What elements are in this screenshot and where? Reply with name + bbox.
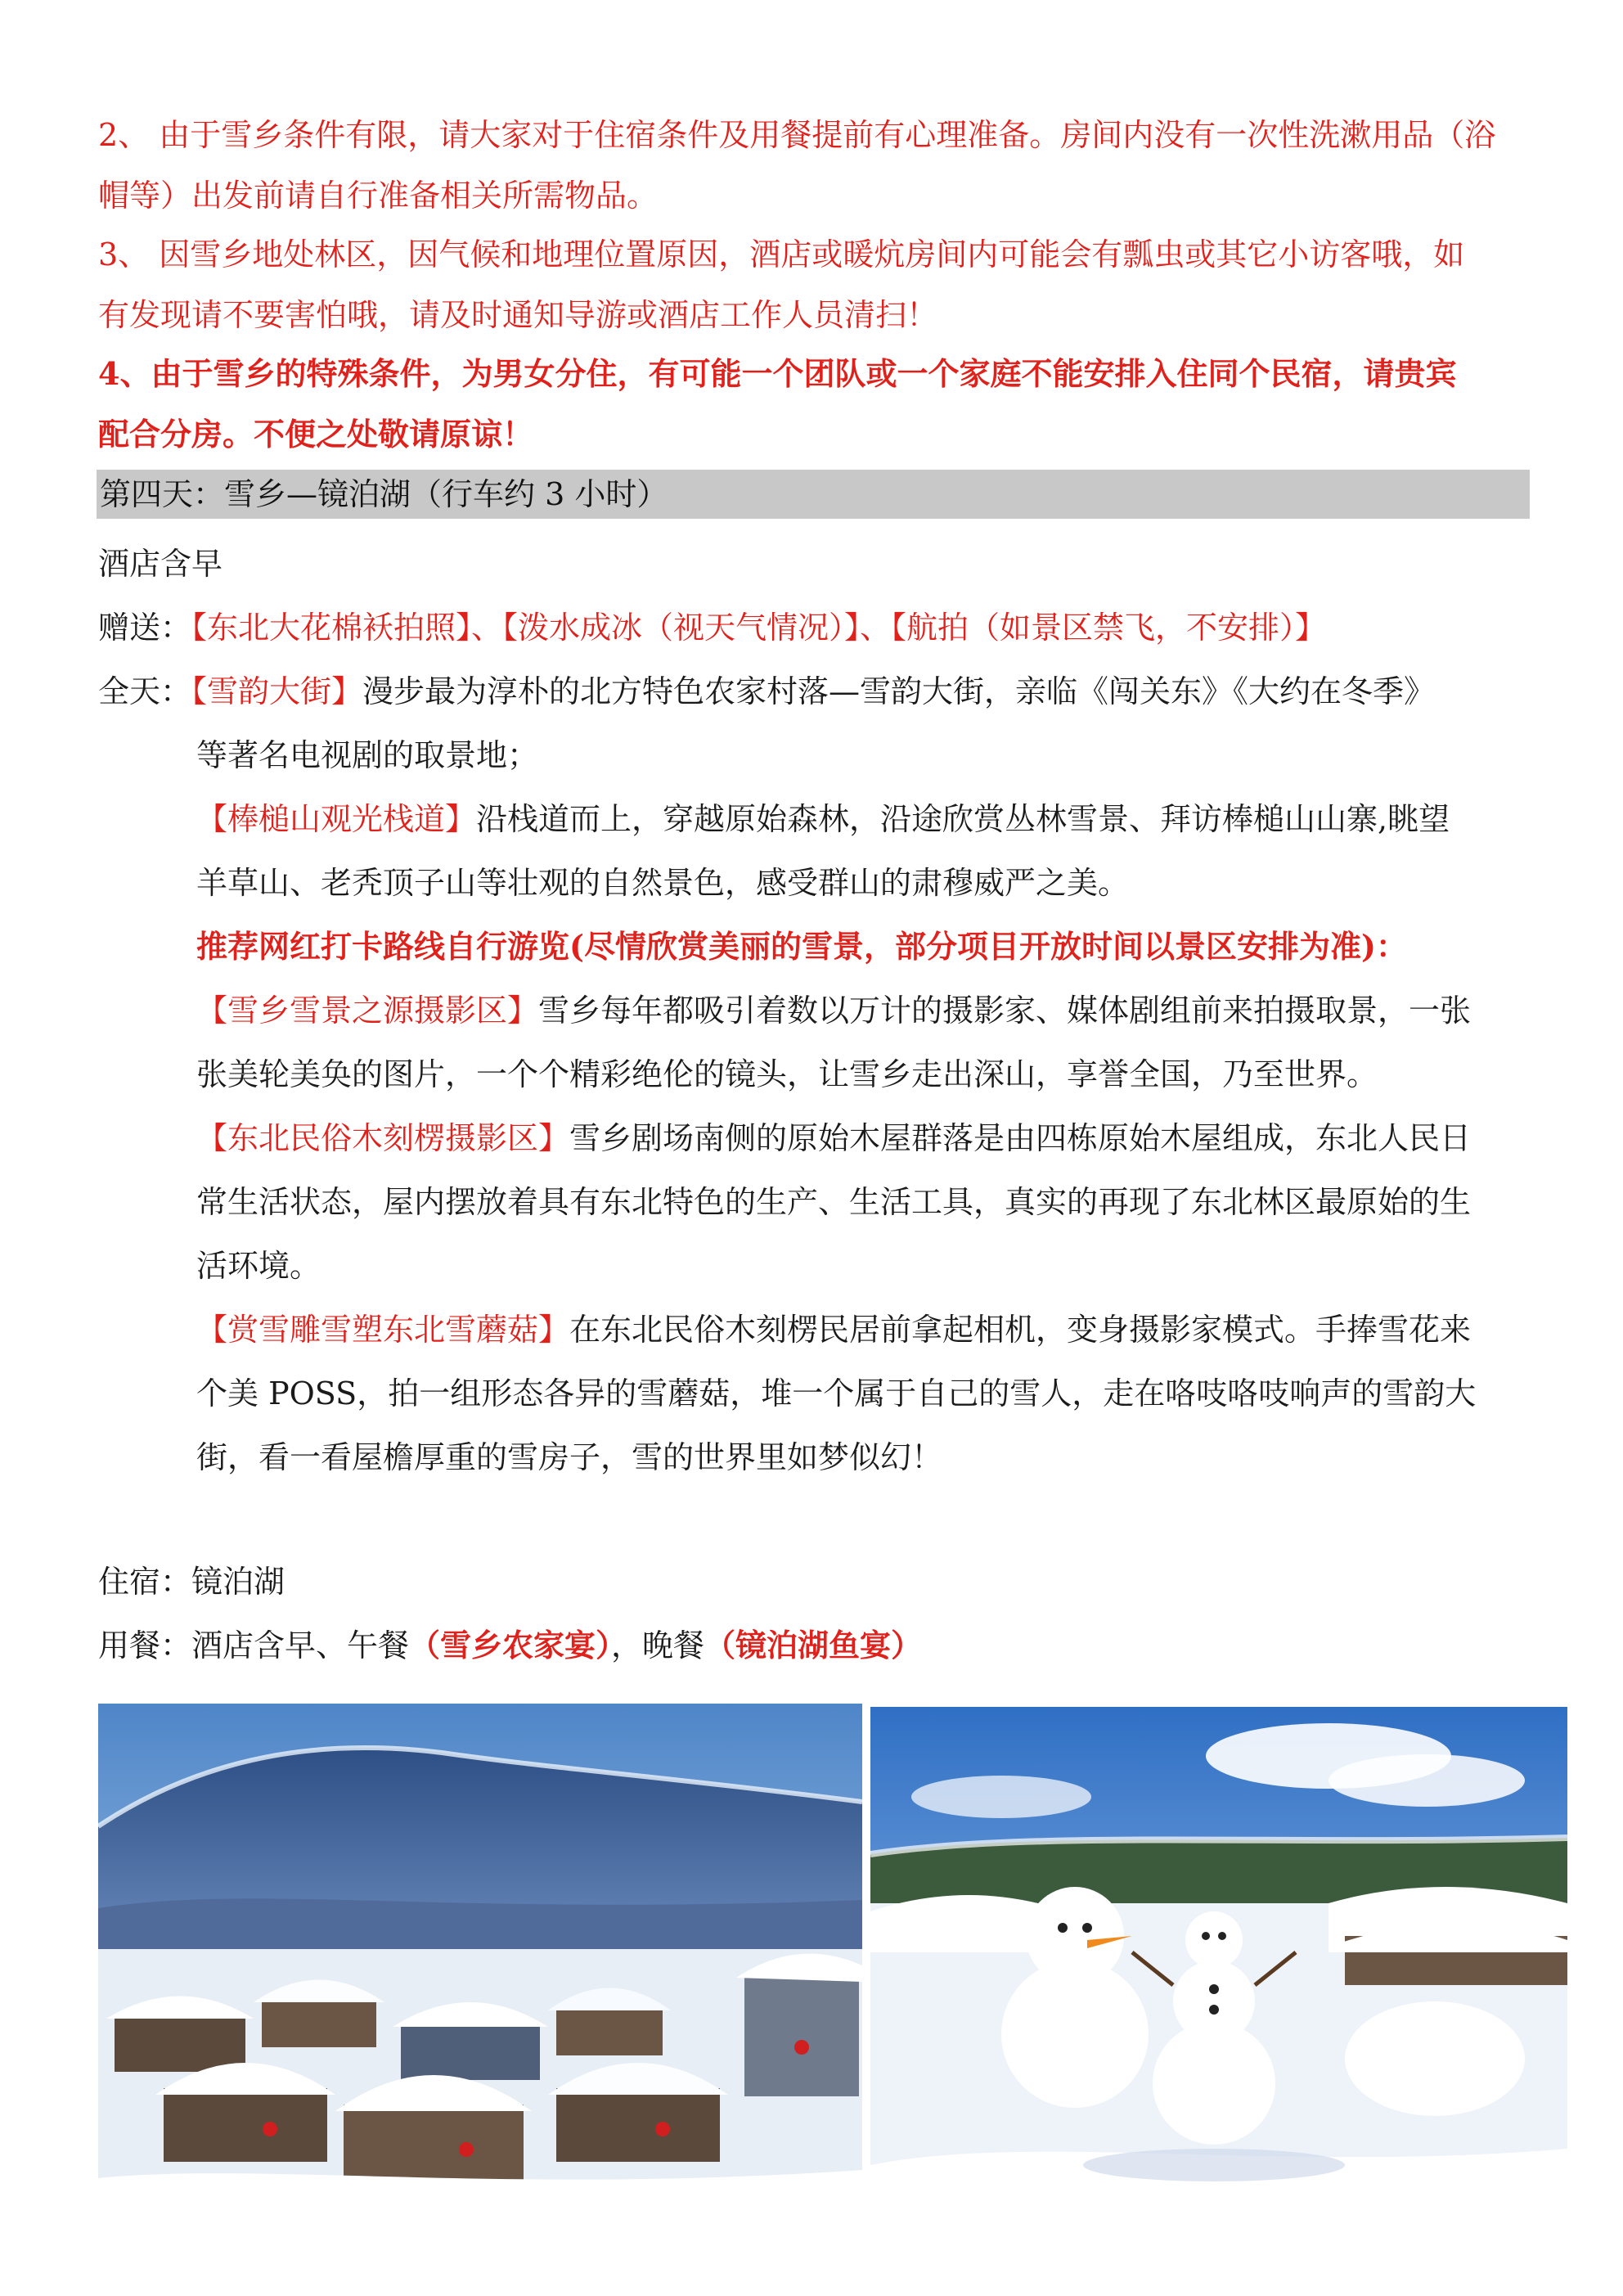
- snow-source-title: 【雪乡雪景之源摄影区】: [196, 993, 539, 1029]
- bangchui-line-1: [196, 797, 1450, 841]
- meal-lunch: （雪乡农家宴）: [409, 1627, 612, 1663]
- snow-village-illustration: [98, 1704, 862, 2191]
- sculpt-line-1: [196, 1308, 1471, 1352]
- sculpt-text-2: 个美 POSS，拍一组形态各异的雪蘑菇，堆一个属于自己的雪人，走在咯吱咯吱响声的雪韵大: [196, 1375, 1477, 1411]
- bangchui-text-1: 沿栈道而上，穿越原始森林，沿途欣赏丛林雪景、拜访棒槌山山寨,眺望: [476, 801, 1450, 837]
- note-4-line-2: 配合分房。不便之处敬请原谅！: [98, 416, 534, 452]
- recommend-line: 推荐网红打卡路线自行游览(尽情欣赏美丽的雪景，部分项目开放时间以景区安排为准)：: [196, 928, 1407, 965]
- allday-label: 全天：: [98, 673, 192, 709]
- day-4-title: 第四天：雪乡—镜泊湖（行车约 3 小时）: [100, 476, 668, 512]
- note-3-line-1: 3、 因雪乡地处林区，因气候和地理位置原因，酒店或暖炕房间内可能会有瓢虫或其它小访客哦，如: [98, 236, 1465, 272]
- folk-line-1: [196, 1116, 1471, 1160]
- bangchui-text-2: 羊草山、老秃顶子山等壮观的自然景色，感受群山的肃穆威严之美。: [196, 865, 1130, 901]
- snowman-illustration: [870, 1707, 1567, 2191]
- breakfast-line: 酒店含早: [98, 546, 223, 582]
- snow-source-text-1: 雪乡每年都吸引着数以万计的摄影家、媒体剧组前来拍摄取景，一张: [538, 993, 1472, 1029]
- note-3-line-2: 有发现请不要害怕哦，请及时通知导游或酒店工作人员清扫！: [98, 297, 938, 333]
- xueyun-text-2: 等著名电视剧的取景地；: [196, 737, 539, 773]
- bangchui-title: 【棒槌山观光栈道】: [196, 801, 477, 837]
- note-4-line-1: 4、由于雪乡的特殊条件，为男女分住，有可能一个团队或一个家庭不能安排入住同个民宿，请贵宾: [98, 355, 1457, 392]
- gift-line: [98, 606, 1326, 650]
- meal-line: [98, 1623, 922, 1668]
- meal-mid: ，晚餐: [611, 1627, 705, 1663]
- day-4-header: [97, 470, 1530, 519]
- sculpt-title: 【赏雪雕雪塑东北雪蘑菇】: [196, 1312, 570, 1348]
- note-2-line-1: 2、 由于雪乡条件有限，请大家对于住宿条件及用餐提前有心理准备。房间内没有一次性洗漱用品（浴: [98, 117, 1496, 153]
- snow-village-photo: [98, 1704, 862, 2191]
- stay-line: 住宿：镜泊湖: [98, 1564, 285, 1600]
- xueyun-title: 【雪韵大街】: [191, 673, 363, 709]
- xueyun-text-1: 漫步最为淳朴的北方特色农家村落—雪韵大街，亲临《闯关东》《大约在冬季》: [362, 673, 1436, 709]
- snowman-photo: [870, 1707, 1567, 2191]
- folk-text-1: 雪乡剧场南侧的原始木屋群落是由四栋原始木屋组成，东北人民日: [569, 1120, 1472, 1156]
- folk-title: 【东北民俗木刻楞摄影区】: [196, 1120, 570, 1156]
- gift-label: 赠送：: [98, 610, 192, 646]
- sculpt-text-1: 在东北民俗木刻楞民居前拿起相机，变身摄影家模式。手捧雪花来: [569, 1312, 1472, 1348]
- folk-text-2: 常生活状态，屋内摆放着具有东北特色的生产、生活工具，真实的再现了东北林区最原始的生: [196, 1184, 1472, 1220]
- folk-text-3: 活环境。: [196, 1248, 321, 1284]
- snow-source-line-1: [196, 988, 1471, 1033]
- sculpt-text-3: 街，看一看屋檐厚重的雪房子，雪的世界里如梦似幻！: [196, 1439, 943, 1475]
- gift-items: 【东北大花棉袄拍照】、【泼水成冰（视天气情况）】、【航拍（如景区禁飞，不安排）】: [191, 610, 1327, 646]
- allday-line: [98, 669, 1435, 714]
- note-2-line-2: 帽等）出发前请自行准备相关所需物品。: [98, 178, 659, 214]
- snow-source-text-2: 张美轮美奂的图片，一个个精彩绝伦的镜头，让雪乡走出深山，享誉全国，乃至世界。: [196, 1056, 1378, 1092]
- meal-prefix: 用餐：酒店含早、午餐: [98, 1627, 410, 1663]
- meal-dinner: （镜泊湖鱼宴）: [704, 1627, 923, 1663]
